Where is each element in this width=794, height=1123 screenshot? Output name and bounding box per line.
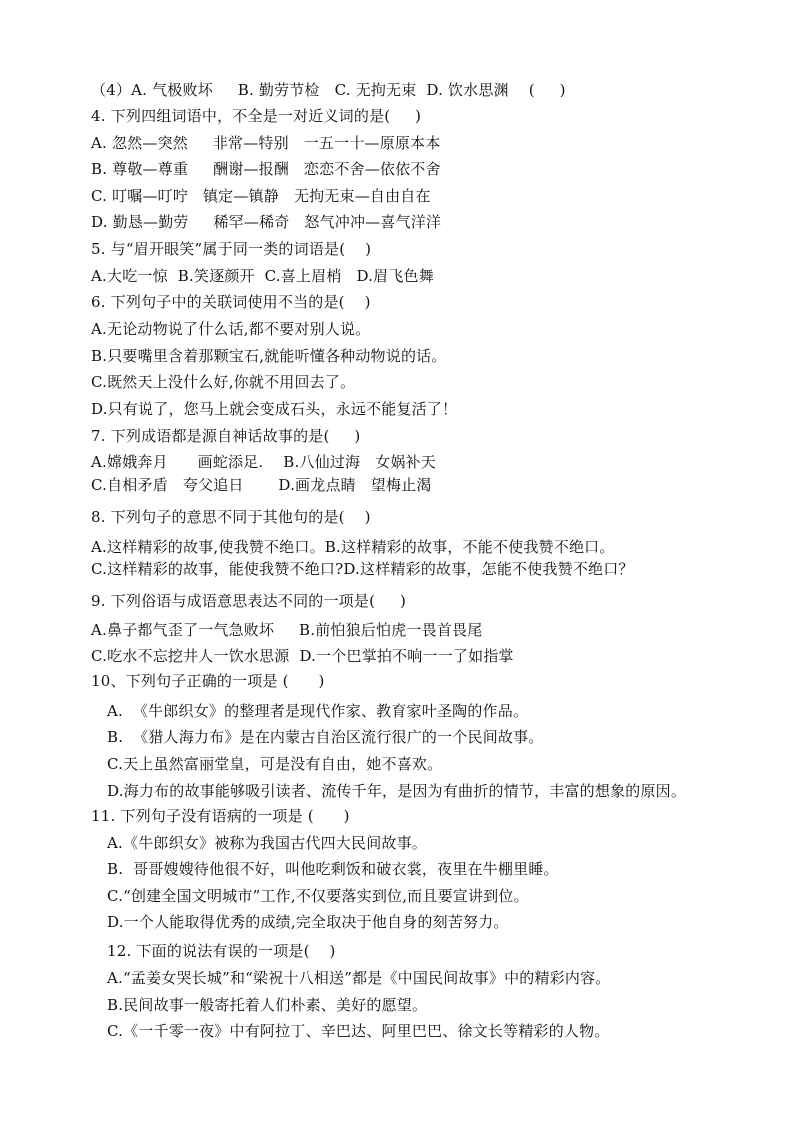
text-line-q11-option-b: B. 哥哥嫂嫂待他很不好，叫他吃剩饭和破衣裳，夜里在牛棚里睡。: [107, 860, 559, 878]
text-line-q11-option-d: D.一个人能取得优秀的成绩,完全取决于他自身的刻苦努力。: [107, 913, 509, 931]
text-line-q8-options-cd: C.这样精彩的故事，能使我赞不绝口?D.这样精彩的故事，怎能不使我赞不绝口？: [91, 560, 634, 578]
text-line-q12-option-b: B.民间故事一般寄托着人们朴素、美好的愿望。: [107, 996, 428, 1014]
text-line-q5-options: A.大吃一惊 B.笑逐颜开 C.喜上眉梢 D.眉飞色舞: [91, 267, 434, 285]
text-line-q10-option-a: A. 《牛郎织女》的整理者是现代作家、教育家叶圣陶的作品。: [107, 702, 529, 720]
text-line-q7-options-ab: A.嫦娥奔月 画蛇添足. B.八仙过海 女娲补天: [91, 453, 436, 471]
text-line-q11-option-a: A.《牛郎织女》被称为我国古代四大民间故事。: [107, 834, 428, 852]
text-line-q8-stem: 8. 下列句子的意思不同于其他句的是( ): [91, 508, 371, 526]
text-line-q5-stem: 5. 与“眉开眼笑”属于同一类的词语是( ): [91, 240, 372, 258]
text-line-q4-option-d: D. 勤恳—勤劳 稀罕—稀奇 怒气冲冲—喜气洋洋: [91, 213, 442, 231]
text-line-q3-option-4: （4）A. 气极败坏 B. 勤劳节检 C. 无拘无束 D. 饮水思渊 ( ): [91, 81, 566, 99]
text-line-q7-options-cd: C.自相矛盾 夸父追日 D.画龙点睛 望梅止渴: [91, 476, 432, 494]
text-line-q6-option-b: B.只要嘴里含着那颗宝石,就能听懂各种动物说的话。: [91, 347, 447, 365]
text-line-q4-option-a: A. 忽然—突然 非常—特别 一五一十—原原本本: [91, 134, 441, 152]
text-line-q10-stem: 10、下列句子正确的一项是 ( ): [91, 672, 325, 690]
text-line-q10-option-b: B. 《猎人海力布》是在内蒙古自治区流行很广的一个民间故事。: [107, 728, 544, 746]
text-line-q12-option-a: A.“孟姜女哭长城”和“梁祝十八相送”都是《中国民间故事》中的精彩内容。: [107, 969, 611, 987]
text-line-q12-option-c: C.《一千零一夜》中有阿拉丁、辛巴达、阿里巴巴、徐文长等精彩的人物。: [107, 1022, 610, 1040]
text-line-q12-stem: 12. 下面的说法有误的一项是( ): [107, 942, 336, 960]
text-line-q6-stem: 6. 下列句子中的关联词使用不当的是( ): [91, 293, 371, 311]
text-line-q4-stem: 4. 下列四组词语中，不全是一对近义词的是( ): [91, 107, 422, 125]
text-line-q6-option-a: A.无论动物说了什么话,都不要对别人说。: [91, 320, 371, 338]
text-line-q11-option-c: C.“创建全国文明城市”工作,不仅要落实到位,而且要宣讲到位。: [107, 887, 529, 905]
text-line-q9-options-cd: C.吃水不忘挖井人一饮水思源 D.一个巴掌拍不响一一了如指掌: [91, 647, 514, 665]
text-line-q9-options-ab: A.鼻子都气歪了一气急败坏 B.前怕狼后怕虎一畏首畏尾: [91, 621, 483, 639]
text-line-q9-stem: 9. 下列俗语与成语意思表达不同的一项是( ): [91, 592, 407, 610]
text-line-q11-stem: 11. 下列句子没有语病的一项是 ( ): [91, 807, 350, 825]
text-line-q7-stem: 7. 下列成语都是源自神话故事的是( ): [91, 427, 361, 445]
text-line-q4-option-b: B. 尊敬—尊重 酬谢—报酬 恋恋不舍—依依不舍: [91, 160, 441, 178]
text-line-q4-option-c: C. 叮嘱—叮咛 镇定—镇静 无拘无束—自由自在: [91, 187, 431, 205]
text-line-q6-option-d: D.只有说了，您马上就会变成石头，永远不能复活了！: [91, 400, 458, 418]
text-line-q6-option-c: C.既然天上没什么好,你就不用回去了。: [91, 373, 356, 391]
text-line-q10-option-d: D.海力布的故事能够吸引读者、流传千年，是因为有曲折的情节，丰富的想象的原因。: [107, 782, 687, 800]
text-line-q8-options-ab: A.这样精彩的故事,使我赞不绝口。B.这样精彩的故事，不能不使我赞不绝口。: [91, 538, 615, 556]
text-line-q10-option-c: C.天上虽然富丽堂皇，可是没有自由，她不喜欢。: [107, 755, 443, 773]
